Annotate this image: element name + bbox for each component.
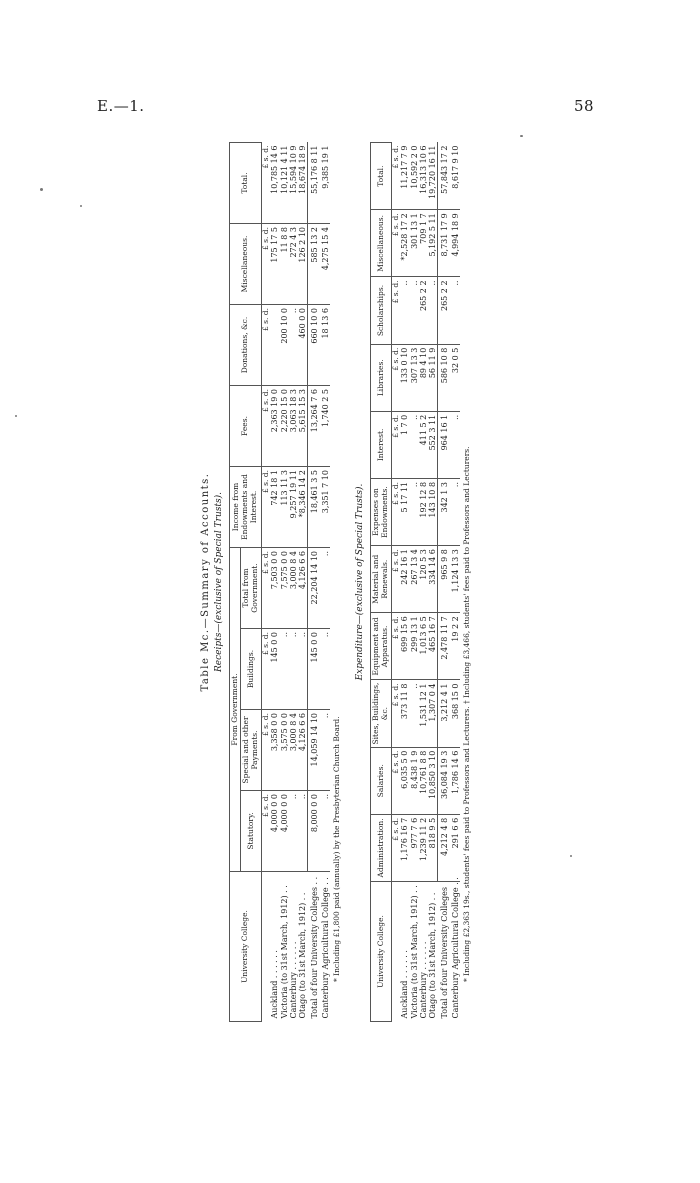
page-number: 58 (574, 97, 595, 115)
table-row (298, 143, 308, 1022)
amount-cell: 133 0 10 (400, 344, 409, 411)
amount-cell: 56 11 9 (428, 344, 438, 411)
amount-cell: *2,528 17 2 (400, 210, 409, 277)
amount-cell: 200 10 0 (280, 305, 289, 386)
amount-cell: 7,575 0 0 (280, 548, 289, 629)
amount-cell: 267 13 4 (410, 546, 419, 613)
amount-cell: 4,275 15 4 (321, 224, 330, 305)
amount-cell: 242 16 1 (400, 546, 409, 613)
college-name: Victoria (to 31st March, 1912) . . (279, 885, 289, 1019)
amount-cell: 192 12 8 (419, 478, 428, 545)
expenditure-footnote: * Including £2,363 19s., students' fees paid to Professors and Lecturers. † Including £3,466, students' fees paid to Professors and Lecturers. (462, 446, 472, 982)
expenditure-caption: Expenditure—(exclusive of Special Trusts). (355, 483, 366, 681)
amount-cell: 265 2 2 (438, 277, 452, 344)
units-cell: £ s. d. (261, 305, 270, 386)
amount-cell: 3,212 4 1 (438, 680, 452, 747)
table-row (289, 143, 298, 1022)
amount-cell: 22,204 14 10 (308, 548, 322, 629)
expenditure-col-header: Total. (371, 143, 391, 210)
total-row (438, 143, 452, 1022)
amount-cell: 4,126 6 6 (298, 710, 308, 791)
amount-cell: 460 0 0 (298, 305, 308, 386)
amount-cell: .. (410, 411, 419, 478)
amount-cell: 585 13 2 (308, 224, 322, 305)
expenditure-col-header: Expenses on Endowments. (371, 478, 391, 545)
units-cell: £ s. d. (391, 344, 400, 411)
table-row (280, 143, 289, 1022)
amount-cell: 143 10 8 (428, 478, 438, 545)
receipts-col-header: Total. (229, 143, 261, 224)
expenditure-col-header: Interest. (371, 411, 391, 478)
table-row (451, 143, 460, 1022)
expenditure-table (370, 142, 460, 1022)
amount-cell: 10,592 2 0 (410, 143, 419, 210)
amount-cell: 3,000 8 4 (289, 710, 298, 791)
amount-cell: .. (451, 411, 460, 478)
units-cell: £ s. d. (391, 478, 400, 545)
expenditure-col-header: Scholarships. (371, 277, 391, 344)
amount-cell: 411 5 2 (419, 411, 428, 478)
amount-cell: 8,731 17 9 (438, 210, 452, 277)
amount-cell: 2,220 15 0 (280, 386, 289, 467)
college-name (391, 882, 400, 1022)
amount-cell: 9,257 19 11 (289, 467, 298, 548)
amount-cell: 3,575 0 0 (280, 710, 289, 791)
amount-cell: 10,761 8 8 (419, 747, 428, 814)
college-name (261, 872, 270, 1022)
amount-cell: 8,617 9 10 (451, 143, 460, 210)
receipts-col-header: Special and other Payments. (241, 710, 261, 791)
receipts-col-header: Income from Endowments and Interest. (229, 467, 261, 548)
receipts-body (261, 143, 330, 1022)
total-row (308, 143, 322, 1022)
units-row (391, 143, 400, 1022)
amount-cell: 977 7 6 (410, 814, 419, 881)
units-cell: £ s. d. (391, 680, 400, 747)
amount-cell: 586 10 8 (438, 344, 452, 411)
units-row (261, 143, 270, 1022)
amount-cell: 552 3 11 (428, 411, 438, 478)
amount-cell: 373 11 8 (400, 680, 409, 747)
amount-cell: 11,217 7 9 (400, 143, 409, 210)
amount-cell: 4,212 4 8 (438, 814, 452, 881)
amount-cell: 368 15 0 (451, 680, 460, 747)
amount-cell: 3,351 7 10 (321, 467, 330, 548)
print-speck (80, 205, 82, 207)
college-name: Total of four University Colleges . . (309, 876, 319, 1019)
receipts-college-header: University College. (229, 872, 261, 1022)
amount-cell: 4,000 0 0 (280, 791, 289, 872)
amount-cell: 342 1 3 (438, 478, 452, 545)
units-cell: £ s. d. (391, 613, 400, 680)
amount-cell: .. (289, 305, 298, 386)
amount-cell: 5,615 15 3 (298, 386, 308, 467)
table-row (321, 143, 330, 1022)
units-cell: £ s. d. (391, 143, 400, 210)
amount-cell: 291 6 6 (451, 814, 460, 881)
expenditure-col-header: Salaries. (371, 747, 391, 814)
receipts-footnote: * Including £1,800 paid (annually) by the Presbyterian Church Board. (332, 716, 342, 982)
expenditure-col-header: Equipment and Apparatus. (371, 613, 391, 680)
amount-cell: 4,126 6 6 (298, 548, 308, 629)
units-cell: £ s. d. (391, 814, 400, 881)
amount-cell: .. (400, 277, 409, 344)
receipts-col-header: Fees. (229, 386, 261, 467)
amount-cell: 964 16 1 (438, 411, 452, 478)
units-cell: £ s. d. (261, 710, 270, 791)
units-cell: £ s. d. (391, 210, 400, 277)
receipts-col-header: Miscellaneous. (229, 224, 261, 305)
amount-cell: 36,084 19 3 (438, 747, 452, 814)
amount-cell: 13,264 7 6 (308, 386, 322, 467)
amount-cell: 16,313 10 6 (419, 143, 428, 210)
amount-cell: 2,363 19 0 (270, 386, 279, 467)
amount-cell: 699 15 6 (400, 613, 409, 680)
receipts-col-header: Donations, &c. (229, 305, 261, 386)
amount-cell: .. (289, 791, 298, 872)
amount-cell: 19,720 16 11 (428, 143, 438, 210)
units-cell: £ s. d. (261, 224, 270, 305)
amount-cell: 145 0 0 (270, 629, 279, 710)
units-cell: £ s. d. (391, 747, 400, 814)
expenditure-col-header: Miscellaneous. (371, 210, 391, 277)
amount-cell: 3,063 18 3 (289, 386, 298, 467)
amount-cell: .. (321, 791, 330, 872)
amount-cell (270, 305, 279, 386)
amount-cell: 299 13 1 (410, 613, 419, 680)
amount-cell: 5,192 5 11 (428, 210, 438, 277)
amount-cell: .. (410, 478, 419, 545)
units-cell: £ s. d. (391, 277, 400, 344)
amount-cell: 1,013 6 5 (419, 613, 428, 680)
amount-cell: 465 16 7 (428, 613, 438, 680)
receipts-col-header: Statutory. (241, 791, 261, 872)
table-row (419, 143, 428, 1022)
print-speck (15, 415, 17, 417)
rotated-accounts-table (200, 142, 600, 1022)
table-row (400, 143, 409, 1022)
amount-cell: 10,850 3 10 (428, 747, 438, 814)
college-name: Canterbury Agricultural College . . (451, 877, 461, 1019)
amount-cell: 18 13 6 (321, 305, 330, 386)
amount-cell: .. (428, 277, 438, 344)
amount-cell: .. (321, 548, 330, 629)
amount-cell: *8,346 14 2 (298, 467, 308, 548)
amount-cell: 11 8 8 (280, 224, 289, 305)
units-cell: £ s. d. (391, 546, 400, 613)
amount-cell: 8,000 0 0 (308, 791, 322, 872)
table-row (270, 143, 279, 1022)
amount-cell: 709 1 7 (419, 210, 428, 277)
units-cell: £ s. d. (391, 411, 400, 478)
college-name: Auckland . . . . . . (400, 950, 410, 1019)
receipts-table (229, 142, 331, 1022)
amount-cell: 89 4 10 (419, 344, 428, 411)
amount-cell: 7,503 0 0 (270, 548, 279, 629)
amount-cell: 1,307 0 4 (428, 680, 438, 747)
expenditure-college-header: University College. (371, 882, 391, 1022)
expenditure-col-header: Administration. (371, 814, 391, 881)
amount-cell: 175 17 5 (270, 224, 279, 305)
amount-cell: 265 2 2 (419, 277, 428, 344)
amount-cell: 307 13 3 (410, 344, 419, 411)
amount-cell: .. (451, 277, 460, 344)
college-name: Canterbury . . . . . . (418, 941, 428, 1019)
print-speck (520, 135, 523, 137)
from-government-header: From Government. (229, 548, 241, 872)
amount-cell: 6,035 5 0 (400, 747, 409, 814)
amount-cell: 15,594 10 9 (289, 143, 298, 224)
table-row (428, 143, 438, 1022)
units-cell: £ s. d. (261, 467, 270, 548)
amount-cell: 18,674 18 9 (298, 143, 308, 224)
amount-cell: 4,000 0 0 (270, 791, 279, 872)
amount-cell: .. (410, 680, 419, 747)
amount-cell: 4,994 18 9 (451, 210, 460, 277)
receipts-col-header: Buildings. (241, 629, 261, 710)
amount-cell: 3,358 0 0 (270, 710, 279, 791)
print-speck (40, 188, 43, 191)
amount-cell: 2,478 11 7 (438, 613, 452, 680)
amount-cell: 8,438 1 9 (410, 747, 419, 814)
amount-cell: 1,124 13 3 (451, 546, 460, 613)
college-name: Canterbury . . . . . . (288, 941, 298, 1019)
units-cell: £ s. d. (261, 791, 270, 872)
table-row (410, 143, 419, 1022)
amount-cell: 742 18 1 (270, 467, 279, 548)
college-name: Auckland . . . . . . (270, 950, 280, 1019)
amount-cell: 660 10 0 (308, 305, 322, 386)
amount-cell: 1,786 14 6 (451, 747, 460, 814)
amount-cell: .. (321, 629, 330, 710)
amount-cell: 120 5 3 (419, 546, 428, 613)
units-cell: £ s. d. (261, 386, 270, 467)
amount-cell: 57,843 17 2 (438, 143, 452, 210)
amount-cell: 145 0 0 (308, 629, 322, 710)
amount-cell: 1,740 2 5 (321, 386, 330, 467)
amount-cell: 301 13 1 (410, 210, 419, 277)
amount-cell: 5 17 11 (400, 478, 409, 545)
amount-cell: .. (410, 277, 419, 344)
amount-cell: 272 4 3 (289, 224, 298, 305)
amount-cell: 32 0 5 (451, 344, 460, 411)
amount-cell: 19 2 2 (451, 613, 460, 680)
receipts-caption: Receipts—(exclusive of Special Trusts). (213, 492, 224, 672)
amount-cell: .. (298, 629, 308, 710)
receipts-col-header: Total from Government. (241, 548, 261, 629)
amount-cell: 126 2 10 (298, 224, 308, 305)
expenditure-col-header: Material and Renewals. (371, 546, 391, 613)
amount-cell: 1 7 0 (400, 411, 409, 478)
college-name: Victoria (to 31st March, 1912) . . (409, 885, 419, 1019)
amount-cell: .. (451, 478, 460, 545)
college-name: Otago (to 31st March, 1912) . . (298, 892, 308, 1019)
amount-cell: 3,000 8 4 (289, 548, 298, 629)
amount-cell: 1,531 12 1 (419, 680, 428, 747)
amount-cell: 965 9 8 (438, 546, 452, 613)
amount-cell: 113 11 3 (280, 467, 289, 548)
amount-cell: .. (280, 629, 289, 710)
college-name: Canterbury Agricultural College . . (321, 877, 331, 1019)
amount-cell: 55,176 8 11 (308, 143, 322, 224)
units-cell: £ s. d. (261, 548, 270, 629)
college-name: Total of four University Colleges (439, 887, 449, 1019)
units-cell: £ s. d. (261, 143, 270, 224)
expenditure-col-header: Libraries. (371, 344, 391, 411)
amount-cell: 334 14 6 (428, 546, 438, 613)
college-name: Otago (to 31st March, 1912) . . (428, 892, 438, 1019)
amount-cell: .. (321, 710, 330, 791)
amount-cell: 818 9 5 (428, 814, 438, 881)
amount-cell: .. (289, 629, 298, 710)
amount-cell: 14,059 14 10 (308, 710, 322, 791)
units-cell: £ s. d. (261, 629, 270, 710)
table-title: Table Mc.—Summary of Accounts. (200, 472, 211, 692)
page-header-series: E.—1. (97, 97, 145, 115)
amount-cell: 1,239 11 2 (419, 814, 428, 881)
amount-cell: .. (298, 791, 308, 872)
amount-cell: 1,176 16 7 (400, 814, 409, 881)
amount-cell: 10,121 4 11 (280, 143, 289, 224)
amount-cell: 10,785 14 6 (270, 143, 279, 224)
amount-cell: 18,461 3 5 (308, 467, 322, 548)
expenditure-body (391, 143, 460, 1022)
expenditure-col-header: Sites, Buildings, &c. (371, 680, 391, 747)
amount-cell: 9,385 19 1 (321, 143, 330, 224)
